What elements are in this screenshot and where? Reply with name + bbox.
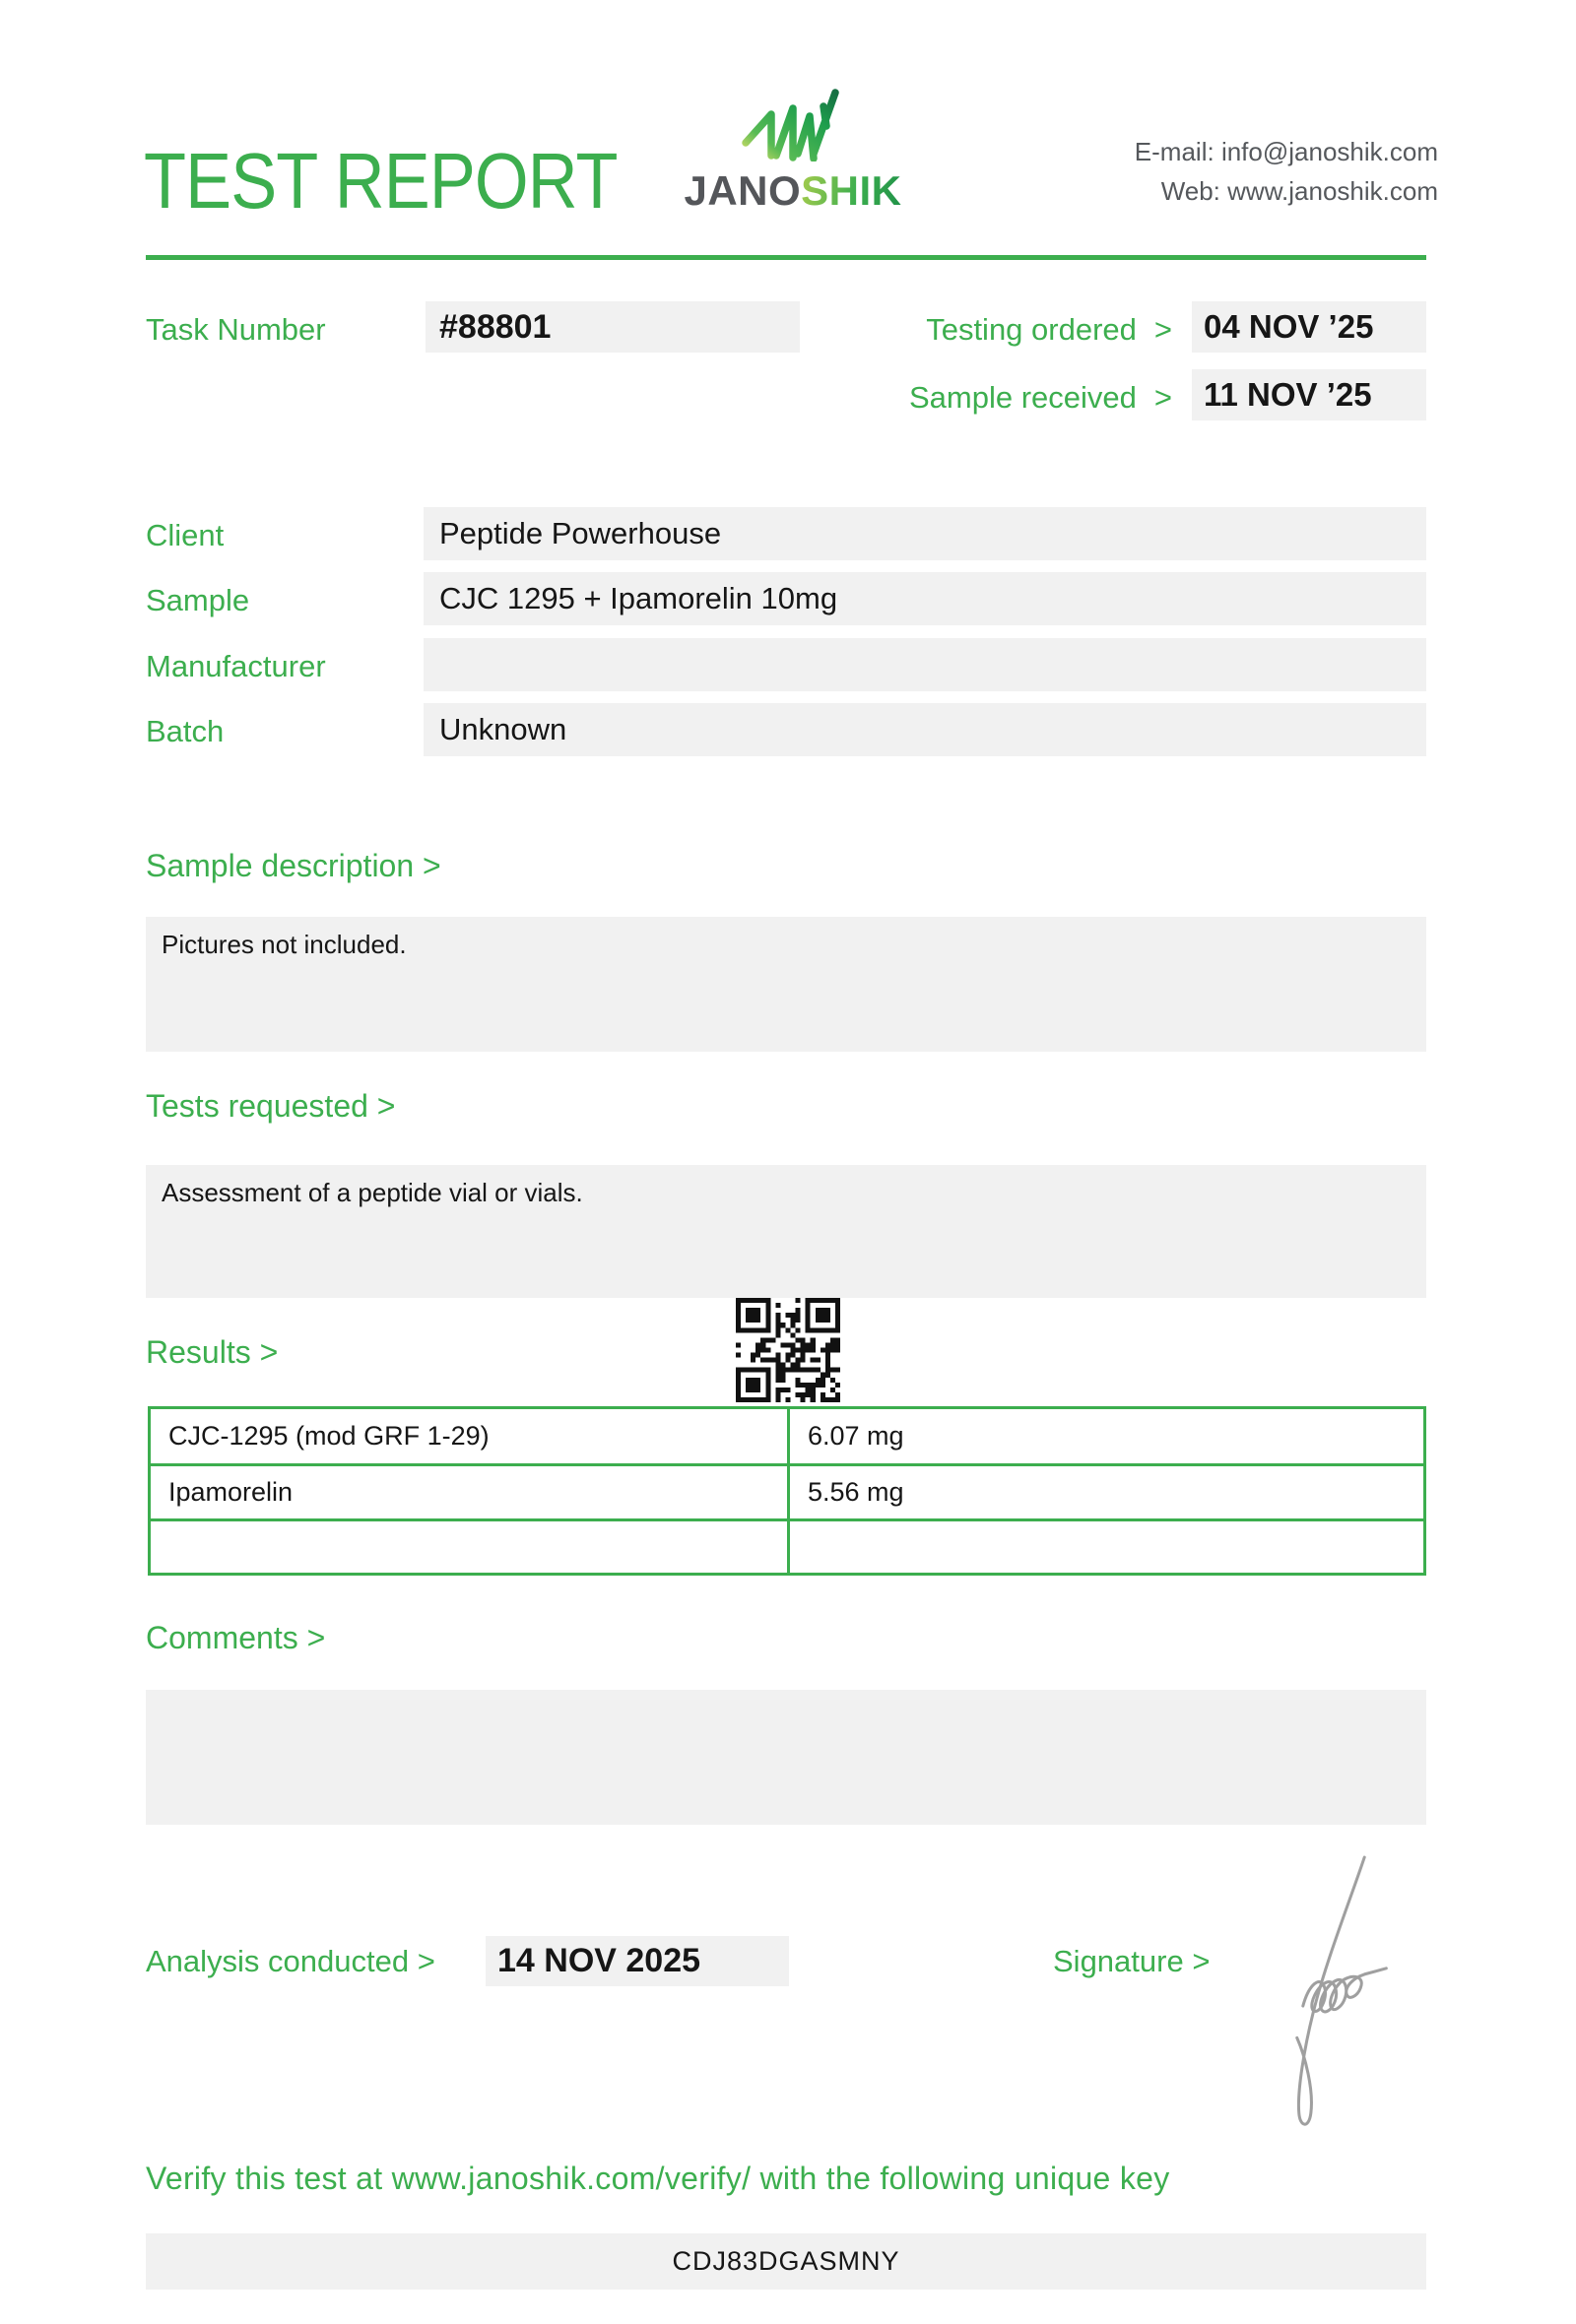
logo-shik: SHIK bbox=[801, 167, 902, 214]
testing-ordered-label: Testing ordered bbox=[926, 312, 1137, 347]
batch-value: Unknown bbox=[424, 703, 1426, 756]
verify-instructions: Verify this test at www.janoshik.com/verify/ with the following unique key bbox=[146, 2161, 1170, 2196]
sample-description-heading: Sample description > bbox=[146, 848, 441, 883]
sample-received-row bbox=[847, 381, 1172, 415]
results-heading: Results > bbox=[146, 1334, 279, 1370]
logo-wordmark bbox=[680, 167, 906, 215]
analysis-conducted-label: Analysis conducted > bbox=[146, 1944, 435, 1978]
web-label: Web: bbox=[1160, 176, 1220, 206]
manufacturer-value bbox=[424, 638, 1426, 691]
email-value: info@janoshik.com bbox=[1220, 137, 1438, 166]
manufacturer-label: Manufacturer bbox=[146, 649, 326, 683]
sample-received-label: Sample received bbox=[908, 380, 1137, 415]
results-row-value: 5.56 mg bbox=[787, 1463, 1423, 1517]
results-table bbox=[148, 1406, 1426, 1576]
logo-chart-icon bbox=[741, 77, 839, 161]
analysis-conducted-value: 14 NOV 2025 bbox=[486, 1936, 789, 1986]
testing-ordered-row bbox=[847, 313, 1172, 347]
results-row-value: 6.07 mg bbox=[787, 1409, 1423, 1463]
results-row-name: Ipamorelin bbox=[151, 1463, 787, 1517]
sample-received-value: 11 NOV ’25 bbox=[1192, 369, 1426, 420]
arrow-icon: > bbox=[1153, 312, 1172, 347]
email-label: E-mail: bbox=[1134, 137, 1215, 166]
results-row-name: CJC-1295 (mod GRF 1-29) bbox=[168, 1421, 490, 1452]
signature bbox=[1269, 1847, 1399, 2135]
arrow-icon: > bbox=[1153, 380, 1172, 415]
contact-email-line bbox=[1135, 132, 1438, 171]
page-title: TEST REPORT bbox=[144, 137, 618, 225]
testing-ordered-value: 04 NOV ’25 bbox=[1192, 301, 1426, 353]
batch-label: Batch bbox=[146, 714, 225, 748]
results-row-value bbox=[787, 1518, 1423, 1573]
signature-label: Signature > bbox=[1053, 1944, 1211, 1978]
web-value: www.janoshik.com bbox=[1227, 176, 1438, 206]
sample-label: Sample bbox=[146, 583, 250, 617]
results-row-name bbox=[151, 1518, 787, 1573]
tests-requested-box: Assessment of a peptide vial or vials. bbox=[146, 1165, 1426, 1298]
client-value: Peptide Powerhouse bbox=[424, 507, 1426, 560]
verify-key: CDJ83DGASMNY bbox=[146, 2233, 1426, 2290]
client-label: Client bbox=[146, 518, 225, 552]
contact-web-line bbox=[1135, 171, 1438, 211]
qr-code bbox=[736, 1298, 840, 1402]
logo-jano: JANO bbox=[684, 167, 802, 214]
tests-requested-heading: Tests requested > bbox=[146, 1088, 396, 1124]
contact-info bbox=[1135, 132, 1438, 211]
task-number-value: #88801 bbox=[426, 301, 800, 353]
task-number-label: Task Number bbox=[146, 312, 326, 347]
sample-description-box: Pictures not included. bbox=[146, 917, 1426, 1052]
comments-box bbox=[146, 1690, 1426, 1825]
comments-heading: Comments > bbox=[146, 1620, 326, 1655]
sample-value: CJC 1295 + Ipamorelin 10mg bbox=[424, 572, 1426, 625]
header-divider bbox=[146, 255, 1426, 260]
